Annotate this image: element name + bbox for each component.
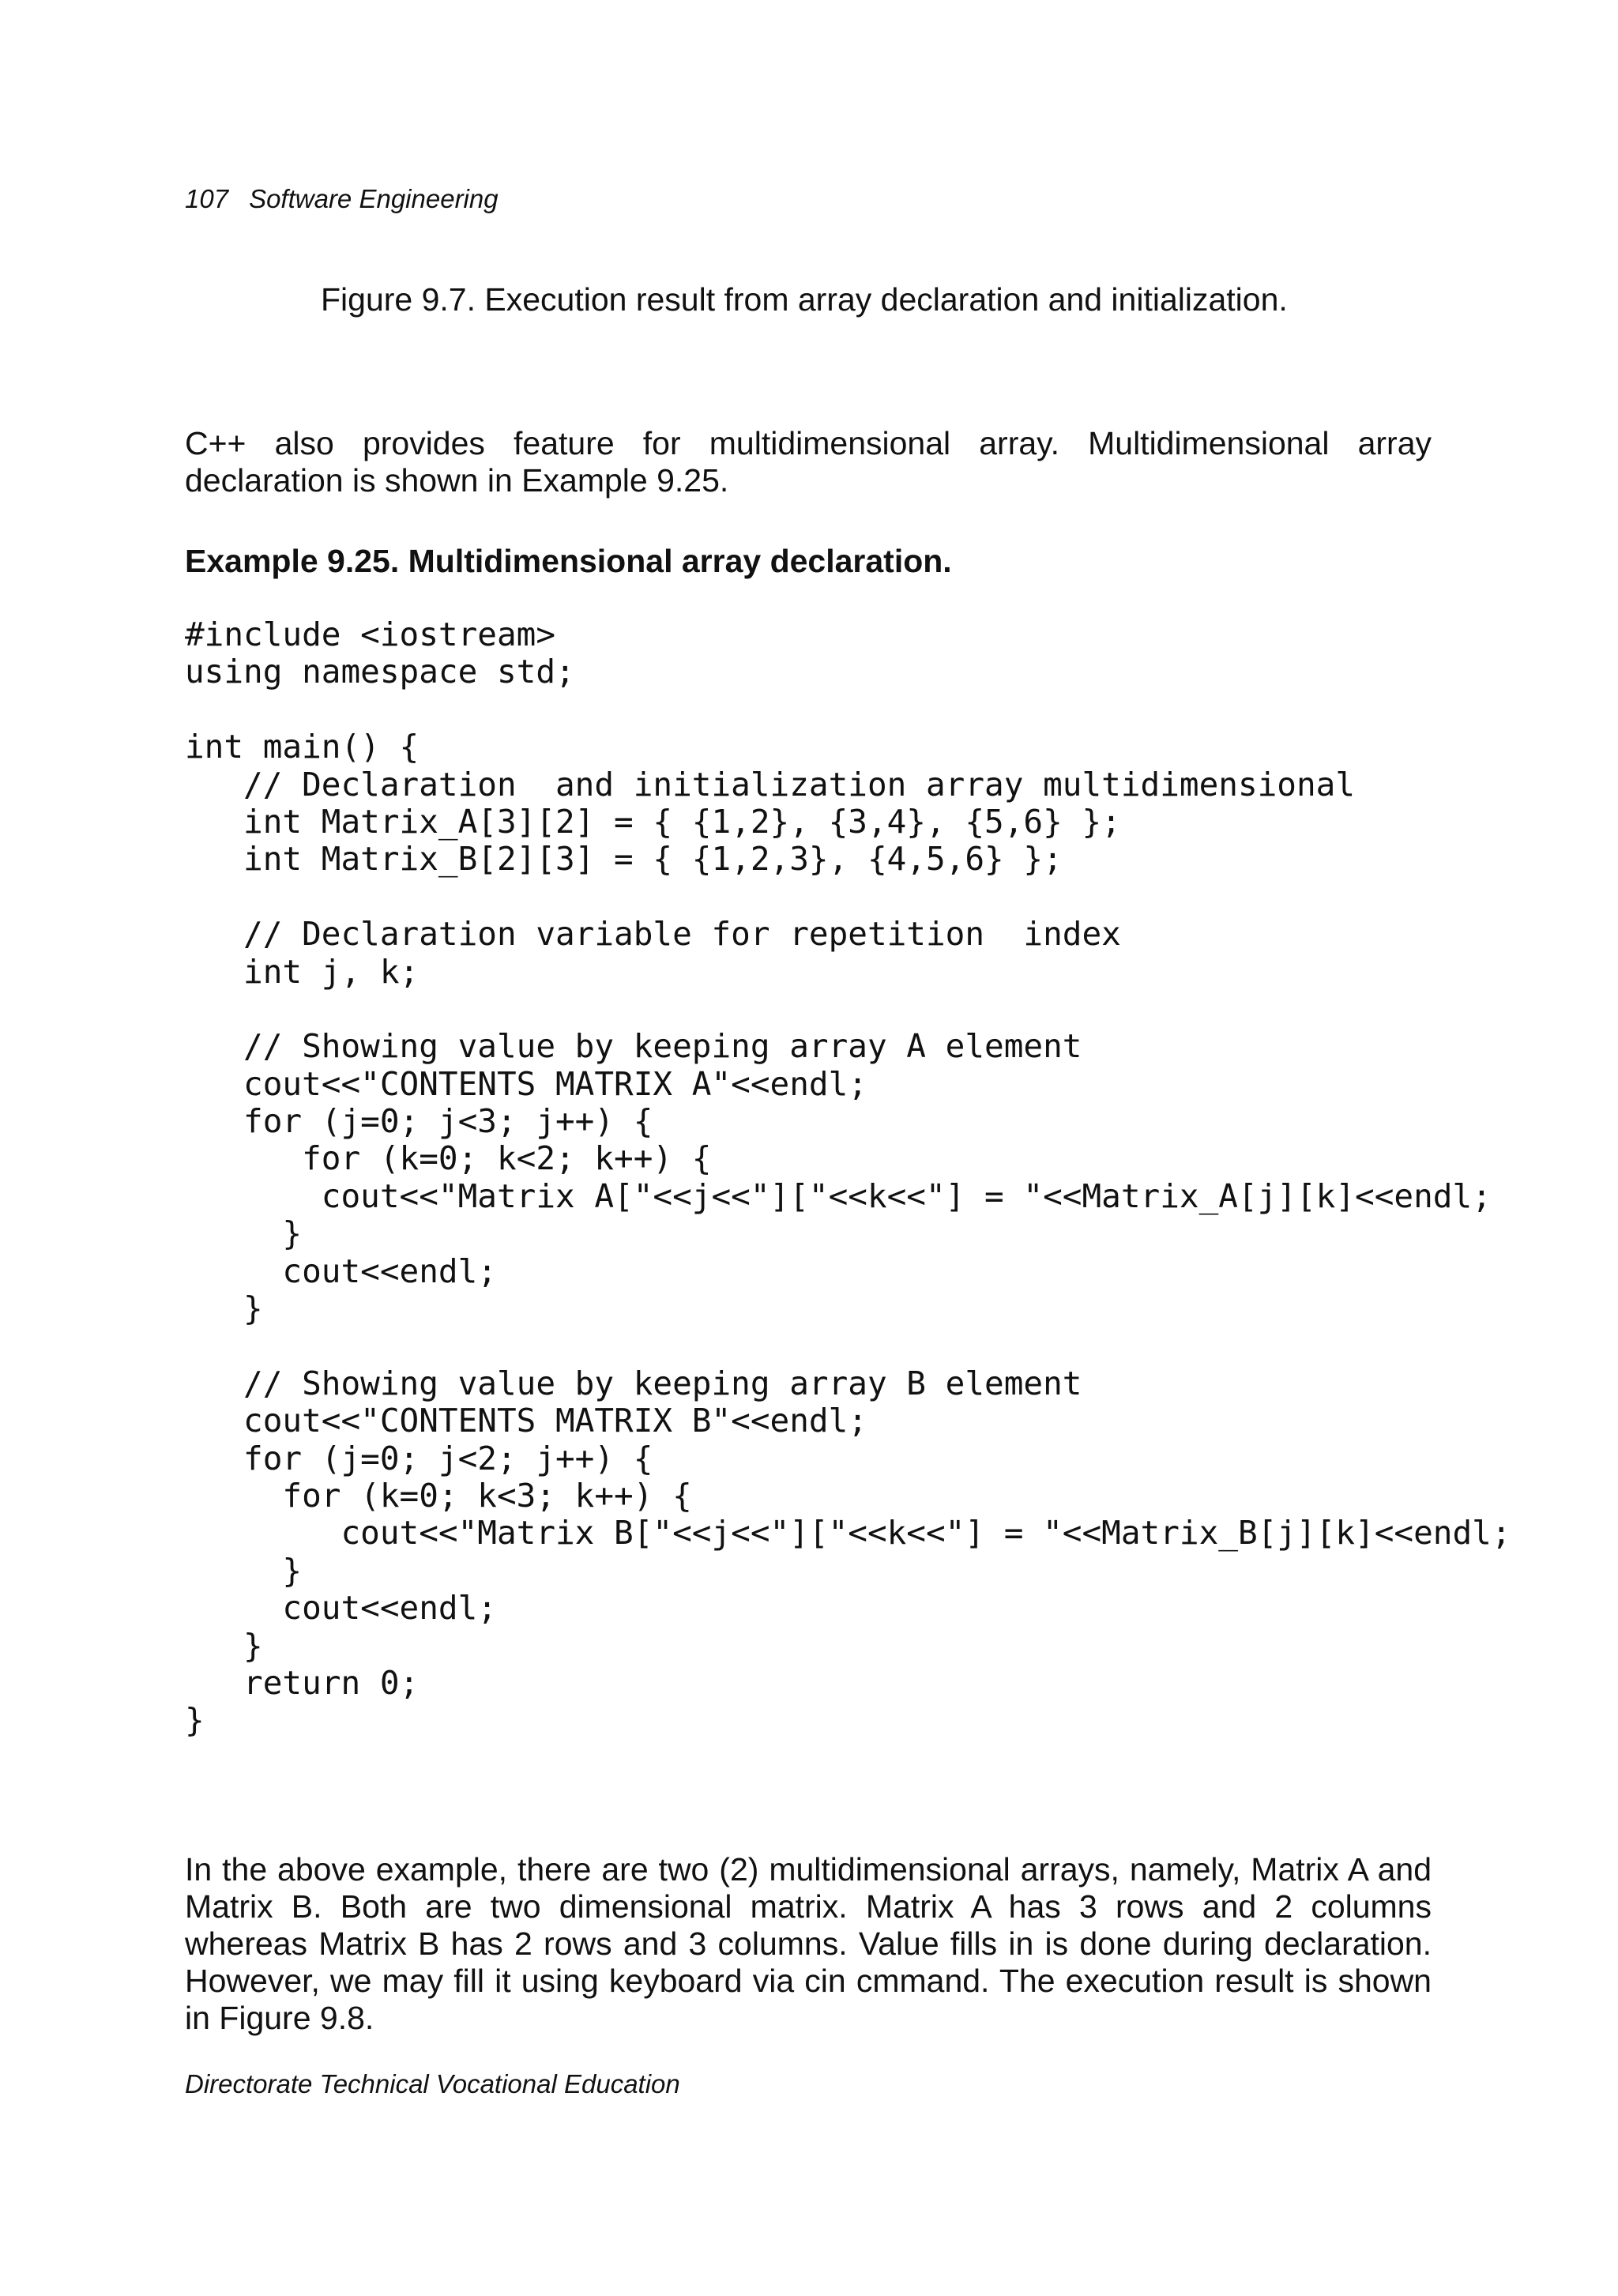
code-line: int Matrix_A[3][2] = { {1,2}, {3,4}, {5,6} };: [185, 802, 1121, 841]
code-line: for (j=0; j<2; j++) {: [185, 1439, 653, 1477]
code-line: for (k=0; k<3; k++) {: [185, 1476, 692, 1515]
code-line: cout<<"Matrix B["<<j<<"]["<<k<<"] = "<<Matrix_B[j][k]<<endl;: [185, 1514, 1511, 1553]
code-line: }: [185, 1214, 303, 1253]
intro-paragraph: C++ also provides feature for multidimensional array. Multidimensional array declaration is shown in Example 9.25.: [185, 425, 1432, 499]
code-line: return 0;: [185, 1663, 420, 1702]
code-line: [185, 1327, 1511, 1364]
code-line: }: [185, 1551, 303, 1590]
code-line: int main() {: [185, 728, 420, 766]
code-line: int j, k;: [185, 952, 420, 991]
code-line: [185, 879, 1511, 916]
running-header: [185, 183, 499, 215]
code-line: using namespace std;: [185, 653, 575, 691]
code-line: for (k=0; k<2; k++) {: [185, 1139, 712, 1178]
code-listing: [185, 616, 1511, 1740]
code-line: cout<<endl;: [185, 1252, 497, 1290]
page-number: 107: [185, 184, 229, 213]
code-line: int Matrix_B[2][3] = { {1,2,3}, {4,5,6} };: [185, 840, 1063, 879]
code-line: cout<<"Matrix A["<<j<<"]["<<k<<"] = "<<Matrix_A[j][k]<<endl;: [185, 1176, 1492, 1215]
code-line: }: [185, 1626, 263, 1665]
code-line: [185, 691, 1511, 728]
code-line: // Showing value by keeping array B element: [185, 1364, 1082, 1402]
code-line: // Showing value by keeping array A element: [185, 1027, 1082, 1066]
book-title: Software Engineering: [249, 184, 499, 213]
example-title: Example 9.25. Multidimensional array declaration.: [185, 543, 952, 579]
code-line: }: [185, 1289, 263, 1328]
code-line: cout<<"CONTENTS MATRIX A"<<endl;: [185, 1064, 867, 1103]
explanation-paragraph: In the above example, there are two (2) multidimensional arrays, namely, Matrix A and Matrix B. Both are two dimensional matrix. Matrix A has 3 rows and 2 columns whereas Matrix B has 2 rows and 3 columns. Value fills in is done during declaration. However, we may fill it using keyboard via cin cmmand. The execution result is shown in Figure 9.8.: [185, 1851, 1432, 2036]
code-line: [185, 991, 1511, 1028]
code-line: // Declaration variable for repetition index: [185, 915, 1121, 954]
code-line: // Declaration and initialization array multidimensional: [185, 765, 1356, 804]
code-line: #include <iostream>: [185, 615, 555, 653]
running-footer: Directorate Technical Vocational Education: [185, 2069, 680, 2098]
code-line: }: [185, 1701, 205, 1740]
code-line: cout<<endl;: [185, 1589, 497, 1628]
figure-caption: Figure 9.7. Execution result from array declaration and initialization.: [321, 281, 1288, 318]
code-line: for (j=0; j<3; j++) {: [185, 1102, 653, 1141]
code-line: cout<<"CONTENTS MATRIX B"<<endl;: [185, 1402, 867, 1440]
